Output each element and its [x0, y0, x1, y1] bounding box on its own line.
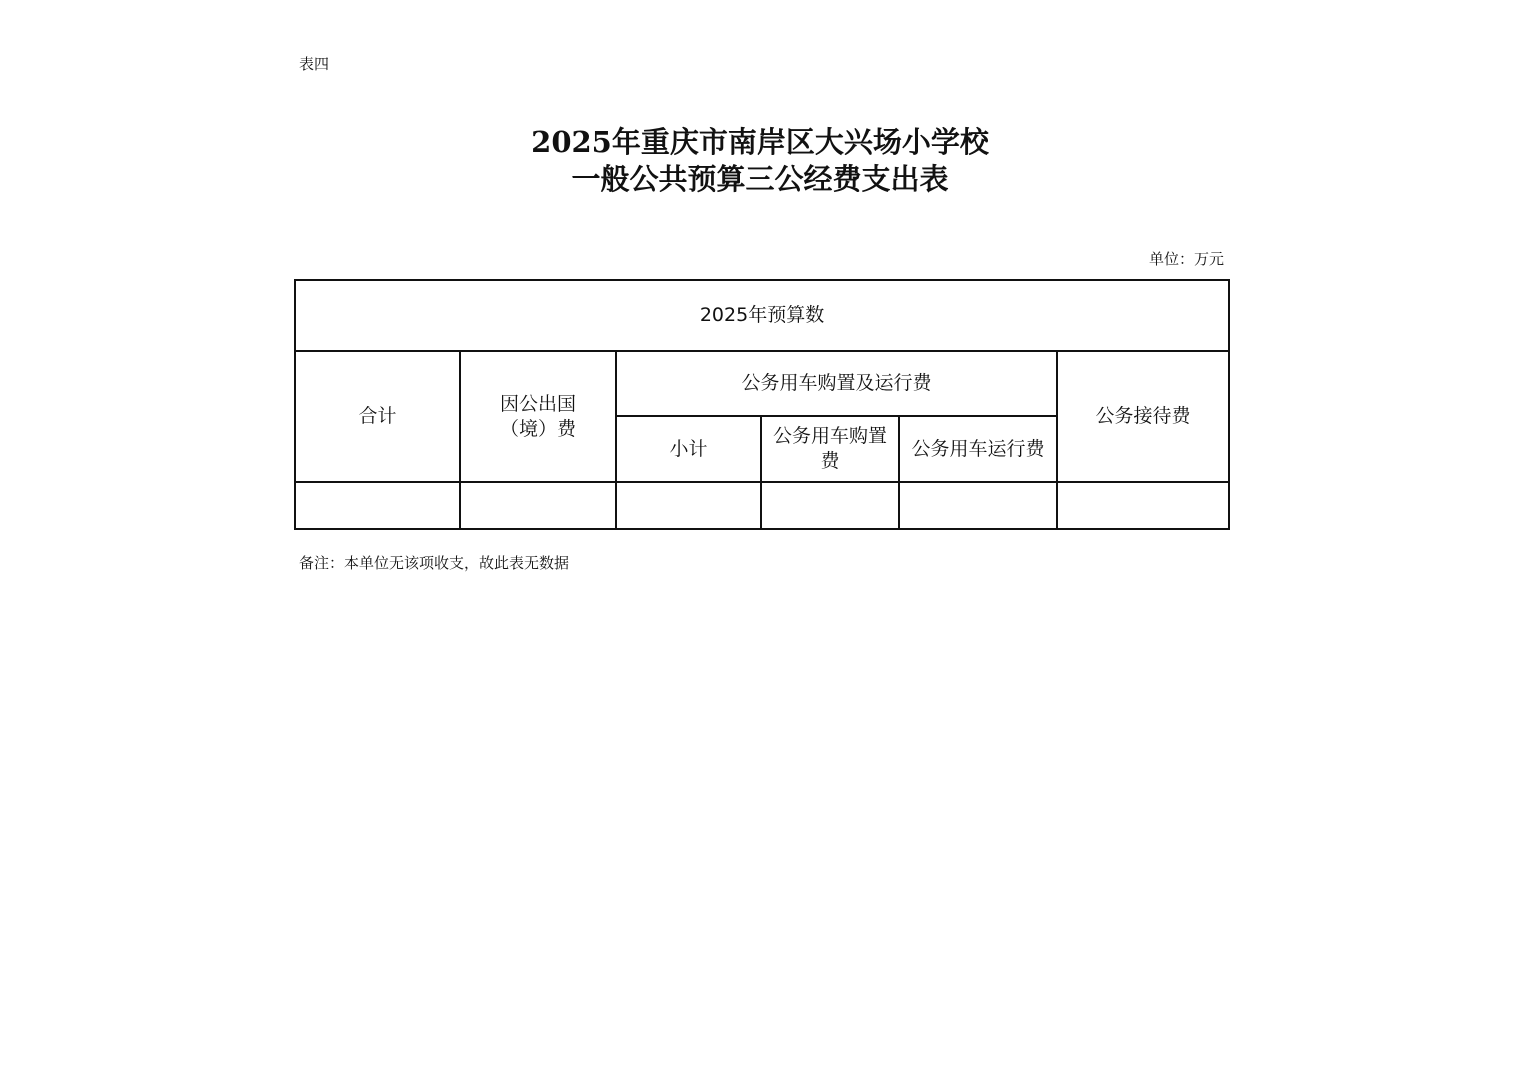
- footnote: 备注：本单位无该项收支，故此表无数据: [299, 554, 570, 572]
- cell-abroad: [460, 482, 616, 529]
- cell-reception: [1057, 482, 1229, 529]
- cell-vehicle-operation: [899, 482, 1057, 529]
- document-label: 表四: [299, 55, 330, 73]
- page-title-line-1: 2025年重庆市南岸区大兴场小学校: [531, 125, 989, 159]
- cell-vehicle-subtotal: [616, 482, 761, 529]
- unit-label: 单位：万元: [1148, 250, 1224, 268]
- header-abroad-line-1: 因公出国: [499, 392, 576, 415]
- cell-total: [295, 482, 460, 529]
- table-header-row-main: [295, 351, 1229, 416]
- header-reception: 公务接待费: [1057, 351, 1229, 482]
- header-vehicle-purchase-line-1: 公务用车购置: [772, 425, 887, 447]
- page-title-line-2: 一般公共预算三公经费支出表: [571, 162, 949, 196]
- header-abroad: [460, 351, 616, 482]
- table-header-row-year: [295, 280, 1229, 351]
- header-vehicle-purchase-line-2: 费: [820, 450, 840, 472]
- header-vehicle-purchase: [761, 416, 899, 482]
- header-vehicle-operation: 公务用车运行费: [899, 416, 1057, 482]
- page-title: [0, 124, 1520, 198]
- table-row: [295, 482, 1229, 529]
- header-vehicle-group: 公务用车购置及运行费: [616, 351, 1057, 416]
- expense-table: [294, 279, 1230, 530]
- header-year-cell: 2025年预算数: [295, 280, 1229, 351]
- header-vehicle-subtotal: 小计: [616, 416, 761, 482]
- header-total: 合计: [295, 351, 460, 482]
- header-abroad-line-2: （境）费: [499, 417, 576, 440]
- cell-vehicle-purchase: [761, 482, 899, 529]
